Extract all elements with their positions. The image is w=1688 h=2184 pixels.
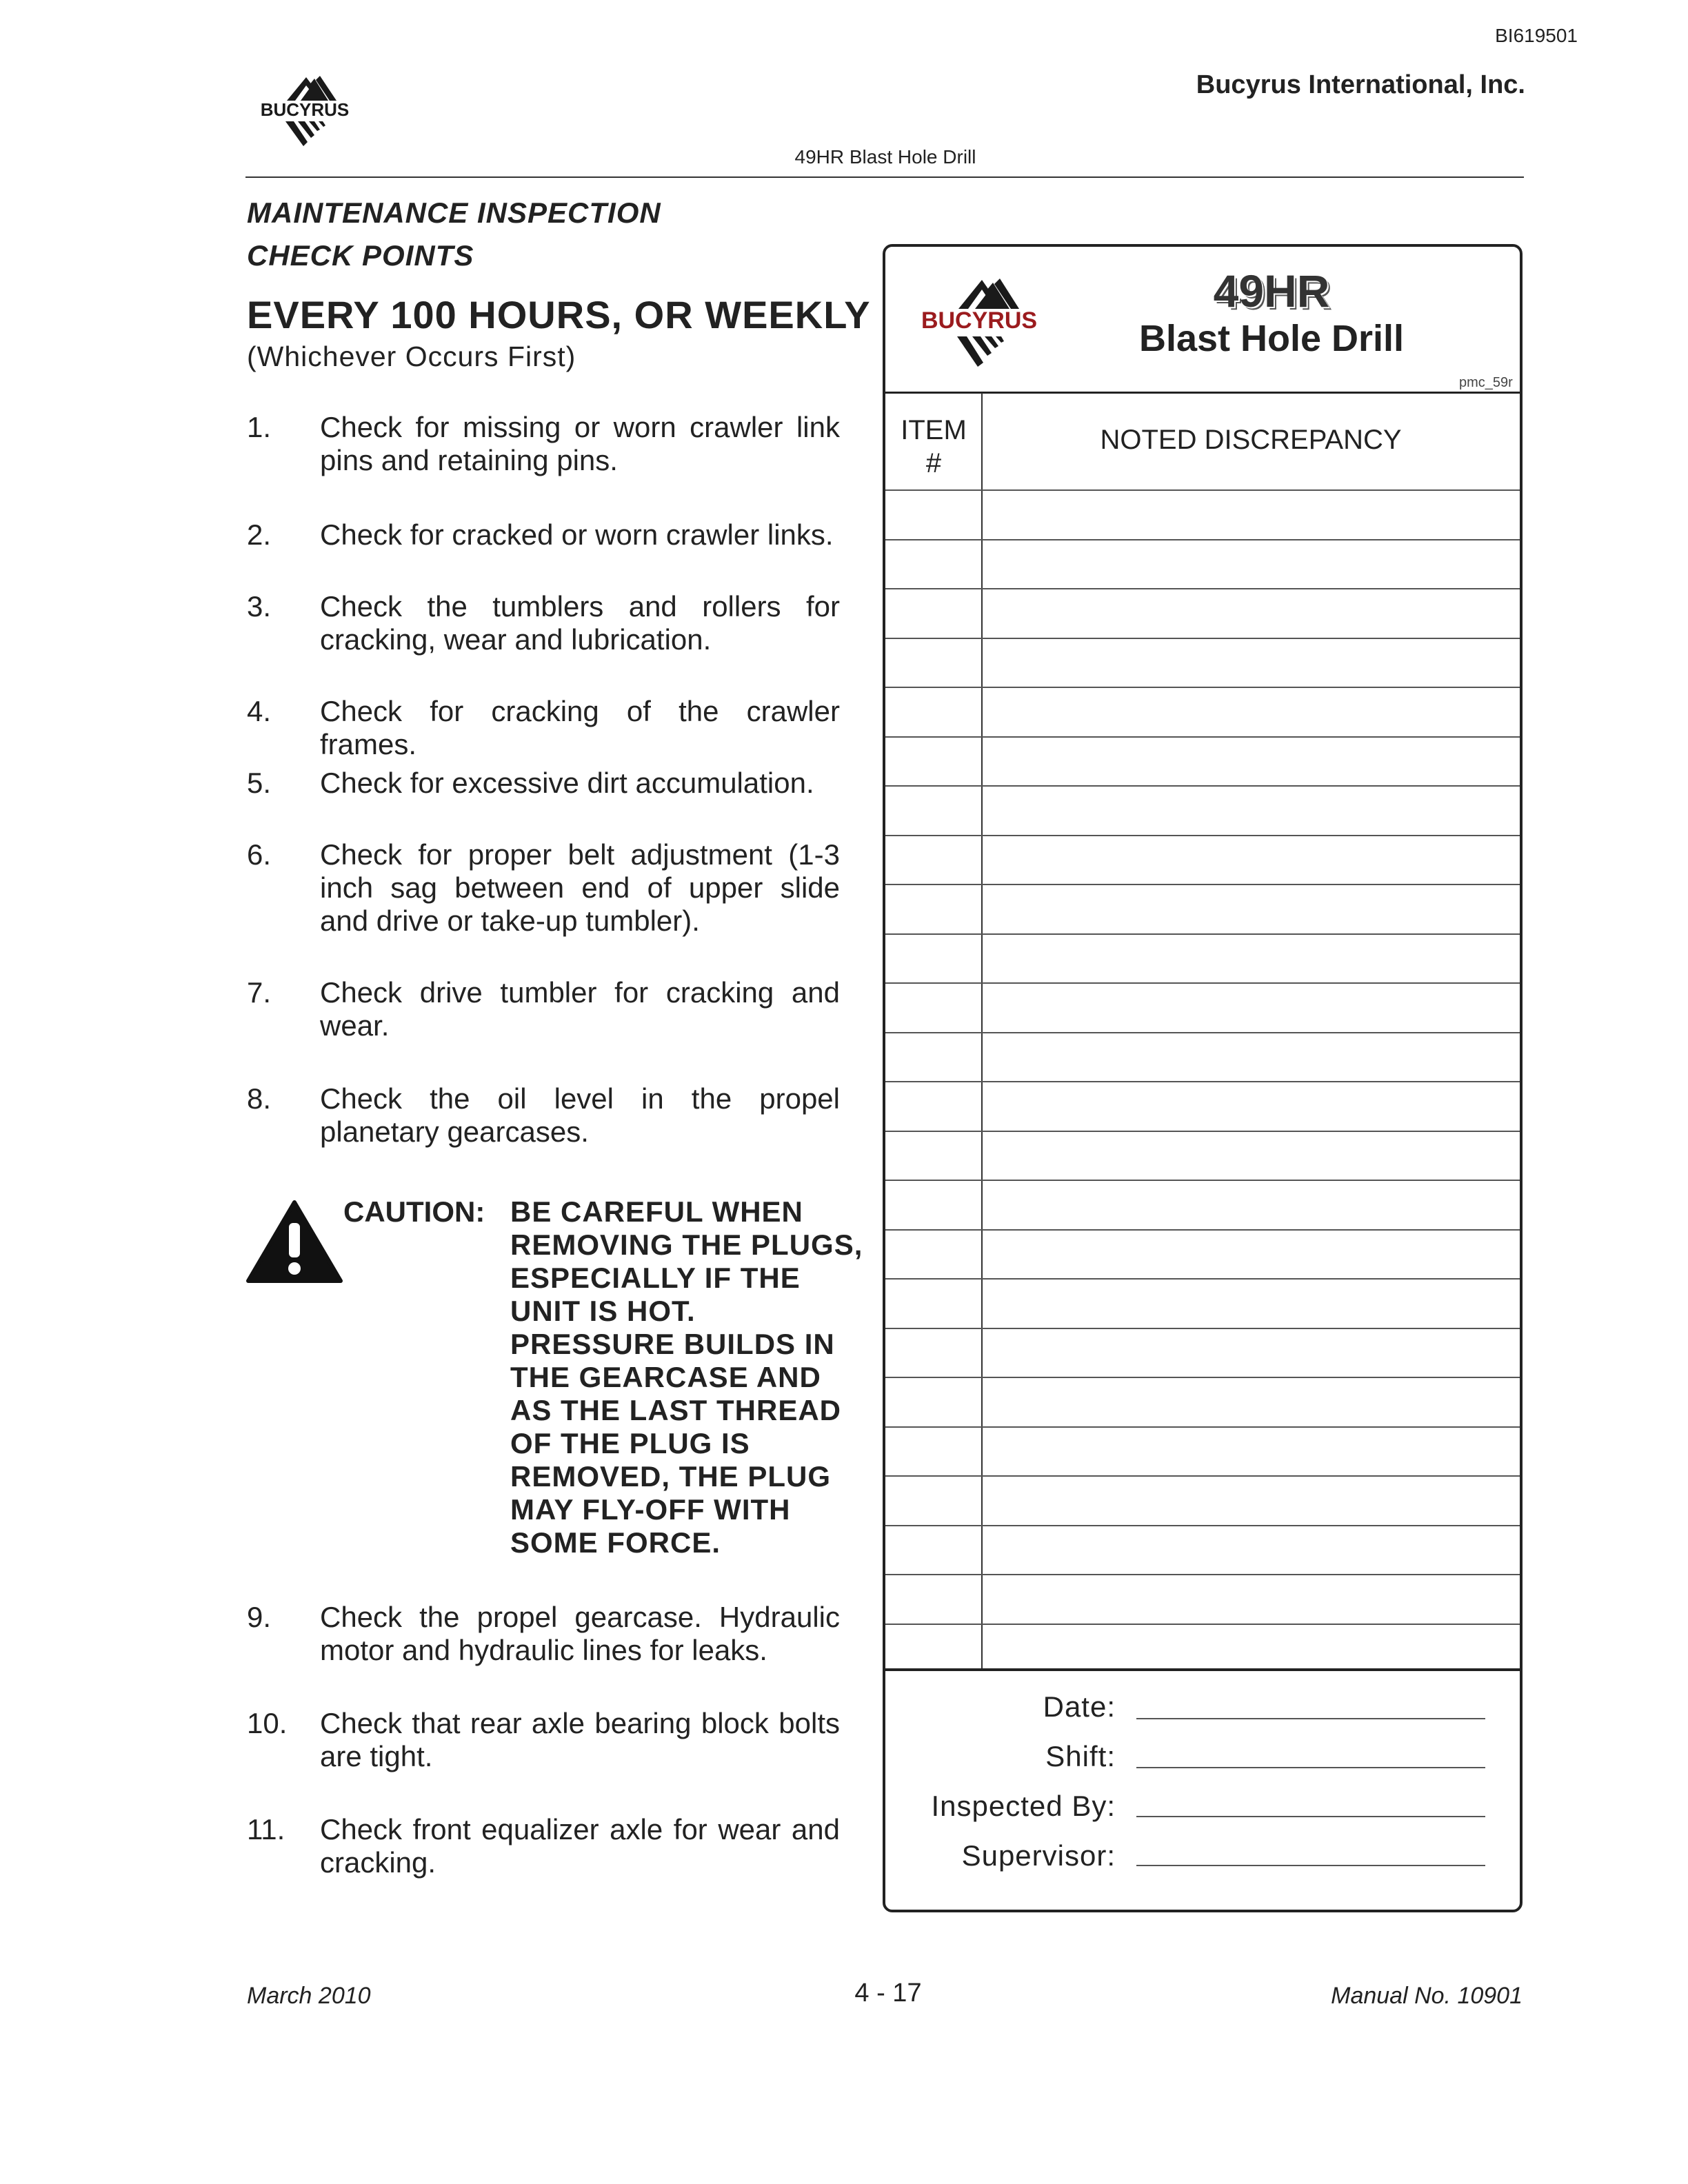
item-text: Check the oil level in the propel planetary gearcases. xyxy=(320,1082,840,1148)
discrepancy-column-header: NOTED DISCREPANCY xyxy=(1100,425,1402,455)
company-name: Bucyrus International, Inc. xyxy=(1196,70,1525,99)
item-text: Check the tumblers and rollers for cracking, wear and lubrication. xyxy=(320,590,840,656)
table-row-line xyxy=(885,1525,1520,1526)
section-title-line1: MAINTENANCE INSPECTION xyxy=(247,196,661,229)
table-row-line xyxy=(885,1328,1520,1329)
date-field[interactable] xyxy=(1136,1718,1485,1719)
page-number: 4 - 17 xyxy=(854,1979,922,2008)
table-top-border xyxy=(885,392,1520,394)
item-number: 1. xyxy=(247,411,272,443)
item-text: Check front equalizer axle for wear and cracking. xyxy=(320,1813,840,1879)
form-code: pmc_59r xyxy=(1459,375,1513,390)
table-row-line xyxy=(885,1081,1520,1082)
item-number: 2. xyxy=(247,518,272,551)
shift-field[interactable] xyxy=(1136,1767,1485,1768)
checklist-item-6 xyxy=(247,838,840,938)
item-number: 9. xyxy=(247,1601,272,1633)
section-title-line2: CHECK POINTS xyxy=(247,239,474,272)
checklist-item-3 xyxy=(247,590,840,656)
checklist-item-7 xyxy=(247,976,840,1042)
manual-number: Manual No. 10901 xyxy=(1331,1983,1523,2009)
model-number: 49HR xyxy=(1213,265,1330,316)
item-text: Check for missing or worn crawler link pins and retaining pins. xyxy=(320,411,840,476)
date-label: Date: xyxy=(1043,1690,1116,1723)
supervisor-label: Supervisor: xyxy=(961,1839,1116,1872)
checklist-item-4 xyxy=(247,695,840,761)
model-name: Blast Hole Drill xyxy=(1138,318,1405,359)
item-number: 4. xyxy=(247,695,272,727)
table-row-line xyxy=(885,835,1520,836)
table-row-line xyxy=(885,933,1520,935)
table-row-line xyxy=(885,1229,1520,1231)
table-row-line xyxy=(885,1426,1520,1428)
table-row-line xyxy=(885,785,1520,787)
footer-date: March 2010 xyxy=(247,1983,371,2009)
item-number: 8. xyxy=(247,1082,272,1115)
item-number: 7. xyxy=(247,976,272,1009)
checklist-item-8 xyxy=(247,1082,840,1149)
table-row-line xyxy=(885,1131,1520,1132)
item-text: Check that rear axle bearing block bolts are tight. xyxy=(320,1707,840,1772)
section-title xyxy=(247,192,661,277)
item-number: 10. xyxy=(247,1707,288,1739)
checklist-item-10 xyxy=(247,1707,840,1773)
table-row-line xyxy=(885,489,1520,491)
table-row-line xyxy=(885,982,1520,984)
bucyrus-logo xyxy=(243,72,367,149)
item-text: Check drive tumbler for cracking and wear. xyxy=(320,976,840,1042)
item-column-header xyxy=(885,414,982,480)
table-row-line xyxy=(885,588,1520,589)
table-row-line xyxy=(885,1278,1520,1280)
item-header-line1: ITEM xyxy=(901,415,967,445)
header-divider xyxy=(245,176,1524,178)
table-row-line xyxy=(885,736,1520,738)
checklist-item-2 xyxy=(247,518,840,552)
checklist-item-11 xyxy=(247,1813,840,1879)
table-row-line xyxy=(885,1624,1520,1625)
checklist-item-5 xyxy=(247,767,840,800)
warning-triangle-icon xyxy=(245,1200,343,1285)
item-text: Check for proper belt adjustment (1-3 inch sag between end of upper slide and drive or take-up tumbler). xyxy=(320,838,840,937)
table-row-line xyxy=(885,884,1520,885)
item-text: Check for cracked or worn crawler links. xyxy=(320,518,834,551)
interval-note: (Whichever Occurs First) xyxy=(247,341,576,372)
item-text: Check for excessive dirt accumulation. xyxy=(320,767,814,799)
svg-text:BUCYRUS: BUCYRUS xyxy=(260,99,350,120)
table-row-line xyxy=(885,1574,1520,1575)
item-number: 3. xyxy=(247,590,272,623)
item-text: Check for cracking of the crawler frames. xyxy=(320,695,840,760)
item-text: Check the propel gearcase. Hydraulic motor and hydraulic lines for leaks. xyxy=(320,1601,840,1666)
table-row-line xyxy=(885,1032,1520,1033)
caution-text: BE CAREFUL WHEN REMOVING THE PLUGS, ESPECIALLY IF THE UNIT IS HOT. PRESSURE BUILDS IN THE GEARCASE AND AS THE LAST THREAD OF THE PLUG IS REMOVED, THE PLUG MAY FLY-OFF WITH SOME FORCE. xyxy=(510,1195,863,1559)
item-number: 5. xyxy=(247,767,272,799)
bucyrus-logo xyxy=(903,274,1055,371)
table-row-line xyxy=(885,687,1520,688)
table-row-line xyxy=(885,1475,1520,1477)
table-row-line xyxy=(885,1180,1520,1181)
table-bottom-border xyxy=(885,1668,1520,1671)
item-number: 11. xyxy=(247,1813,285,1846)
checklist-item-9 xyxy=(247,1601,840,1667)
table-row-line xyxy=(885,1377,1520,1378)
document-id: BI619501 xyxy=(1495,25,1578,46)
table-row-line xyxy=(885,539,1520,540)
inspection-form xyxy=(883,244,1523,1912)
caution-label: CAUTION: xyxy=(343,1195,485,1228)
inspected-by-field[interactable] xyxy=(1136,1816,1485,1817)
table-row-line xyxy=(885,638,1520,639)
inspected-by-label: Inspected By: xyxy=(931,1790,1116,1822)
item-header-line2: # xyxy=(925,448,942,478)
interval-heading: EVERY 100 HOURS, OR WEEKLY xyxy=(247,293,871,336)
svg-text:BUCYRUS: BUCYRUS xyxy=(921,307,1038,334)
shift-label: Shift: xyxy=(1045,1740,1116,1772)
checklist-item-1 xyxy=(247,411,840,477)
item-number: 6. xyxy=(247,838,272,871)
supervisor-field[interactable] xyxy=(1136,1865,1485,1866)
header-subtitle: 49HR Blast Hole Drill xyxy=(794,146,976,168)
